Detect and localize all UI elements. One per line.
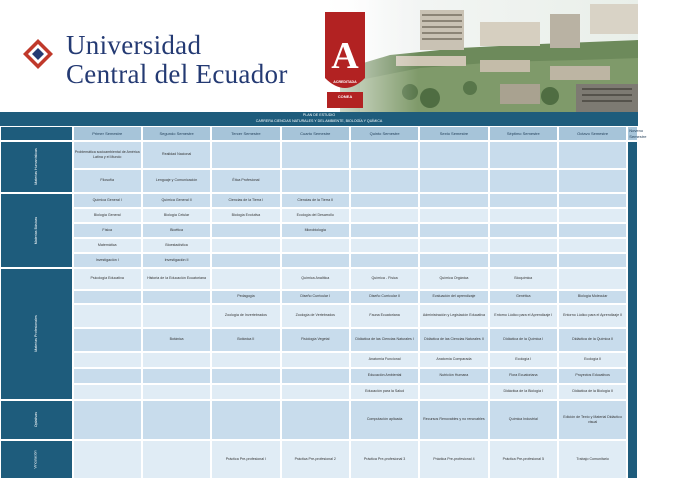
course-cell: Química Industrial	[489, 400, 558, 440]
course-cell	[350, 223, 419, 238]
course-cell: Práctica Pre-profesional I	[211, 440, 280, 479]
course-cell: Química Orgánica	[419, 268, 488, 290]
category-optativas	[0, 400, 73, 440]
category-label: Vinculación	[33, 450, 38, 469]
course-cell: Química General I	[73, 193, 142, 208]
course-cell	[558, 169, 627, 193]
course-cell: Práctica Pre-profesional 3	[350, 440, 419, 479]
course-cell	[558, 253, 627, 268]
course-cell: Química Analítica	[281, 268, 350, 290]
course-cell: Problemática socioambiental de América Latina y el Mundo	[73, 141, 142, 169]
course-cell	[73, 368, 142, 384]
course-cell	[350, 169, 419, 193]
course-cell: Didáctica de la Química II	[558, 328, 627, 352]
course-cell: Educación para la Salud	[350, 384, 419, 400]
course-cell	[489, 238, 558, 253]
course-cell	[142, 368, 211, 384]
plan-title: PLAN DE ESTUDIO	[302, 113, 336, 117]
course-row	[0, 290, 638, 304]
grade-project-label: Pre proyecto Trabajo de Grado	[650, 285, 655, 335]
course-cell	[558, 141, 627, 169]
semester-header-5: Quinto Semestre	[350, 126, 419, 141]
course-row	[0, 208, 638, 223]
course-cell	[73, 352, 142, 368]
course-cell: Didáctica de la Biología I	[489, 384, 558, 400]
course-cell: Psicología Educativa	[73, 268, 142, 290]
course-cell	[73, 384, 142, 400]
course-cell	[350, 253, 419, 268]
semester-header-row	[0, 126, 638, 141]
grade-project-column	[627, 141, 655, 479]
university-name-line2: Central del Ecuador	[66, 59, 288, 89]
course-cell	[419, 253, 488, 268]
course-row	[0, 440, 638, 479]
course-cell	[489, 223, 558, 238]
course-row	[0, 328, 638, 352]
course-cell: Trabajo Comunitario	[558, 440, 627, 479]
course-row	[0, 384, 638, 400]
course-cell: Realidad Nacional	[142, 141, 211, 169]
course-cell: Ciencias de la Tierra II	[281, 193, 350, 208]
course-cell: Genética	[489, 290, 558, 304]
course-cell: Matemática	[73, 238, 142, 253]
course-cell: Investigación II	[142, 253, 211, 268]
course-cell	[419, 384, 488, 400]
semester-header-9: Noveno Semestre	[627, 126, 638, 141]
course-cell	[73, 328, 142, 352]
course-cell	[73, 304, 142, 328]
course-cell	[558, 268, 627, 290]
course-cell: Biología General	[73, 208, 142, 223]
course-cell: Historia de la Educación Ecuatoriana	[142, 268, 211, 290]
course-cell: Administración y Legislación Educativa	[419, 304, 488, 328]
course-cell: Ecología del Desarrollo	[281, 208, 350, 223]
course-cell	[211, 268, 280, 290]
course-cell: Didáctica de las Ciencias Naturales II	[419, 328, 488, 352]
course-cell	[73, 400, 142, 440]
course-row	[0, 169, 638, 193]
course-cell: Química General II	[142, 193, 211, 208]
category-profesionales	[0, 268, 73, 400]
semester-header-7: Séptimo Semestre	[489, 126, 558, 141]
category-basicas	[0, 193, 73, 268]
course-cell	[281, 238, 350, 253]
course-cell: Anatomía Funcional	[350, 352, 419, 368]
course-cell: Pedagogía	[211, 290, 280, 304]
course-cell: Bioquímica	[489, 268, 558, 290]
career-title: CARRERA CIENCIAS NATURALES Y DEL AMBIENTE, BIOLOGÍA Y QUÍMICA	[255, 119, 383, 123]
course-cell	[558, 223, 627, 238]
course-cell	[281, 368, 350, 384]
seal-accredited-label: ACREDITADA	[333, 80, 357, 84]
course-cell	[350, 193, 419, 208]
course-cell	[142, 400, 211, 440]
category-vinculacion	[0, 440, 73, 479]
course-cell: Ecología I	[489, 352, 558, 368]
usfq-diamond-icon	[22, 38, 54, 70]
course-cell	[211, 384, 280, 400]
semester-header-2: Segundo Semestre	[142, 126, 211, 141]
seal-category-label: CATEGORÍA	[333, 8, 357, 13]
semester-header-1: Primer Semestre	[73, 126, 142, 141]
grid-corner	[0, 126, 73, 141]
course-cell: Recursos Renovables y no renovables	[419, 400, 488, 440]
course-row	[0, 368, 638, 384]
course-cell: Didáctica de la Química I	[489, 328, 558, 352]
course-cell: Didáctica de las Ciencias Naturales I	[350, 328, 419, 352]
course-cell	[142, 304, 211, 328]
course-cell	[142, 290, 211, 304]
category-label: Materias Humanísticas	[33, 148, 38, 186]
course-cell	[211, 368, 280, 384]
course-cell	[419, 141, 488, 169]
course-cell: Edición de Texto y Material Didáctico visual	[558, 400, 627, 440]
course-cell: Flora Ecuatoriana	[489, 368, 558, 384]
course-cell	[558, 193, 627, 208]
course-cell	[281, 253, 350, 268]
course-cell: Biología Evolutiva	[211, 208, 280, 223]
course-cell	[558, 238, 627, 253]
course-cell	[489, 141, 558, 169]
course-cell: Proyectos Educativos	[558, 368, 627, 384]
course-cell: Botánica II	[211, 328, 280, 352]
course-cell	[281, 169, 350, 193]
university-name-line1: Universidad	[66, 30, 202, 60]
course-row	[0, 268, 638, 290]
course-cell: Ciencias de la Tierra I	[211, 193, 280, 208]
course-cell	[350, 141, 419, 169]
category-label: Materias Básicas	[33, 216, 38, 245]
course-row	[0, 141, 638, 169]
course-cell: Física	[73, 223, 142, 238]
course-cell: Entorno Lúdico para el Aprendizaje I	[489, 304, 558, 328]
course-cell: Computación aplicada	[350, 400, 419, 440]
course-cell	[211, 253, 280, 268]
course-cell: Práctica Pre-profesional 2	[281, 440, 350, 479]
course-cell: Ecología II	[558, 352, 627, 368]
course-cell	[489, 208, 558, 223]
course-cell: Biología Molecular	[558, 290, 627, 304]
course-cell: Nutrición Humana	[419, 368, 488, 384]
course-cell	[489, 169, 558, 193]
course-cell: Bioestadística	[142, 238, 211, 253]
curriculum-grid	[0, 126, 655, 479]
course-cell	[350, 208, 419, 223]
course-cell	[211, 141, 280, 169]
course-cell	[419, 193, 488, 208]
category-label: Optativas	[33, 412, 38, 428]
course-cell	[281, 352, 350, 368]
study-plan-title-bar	[0, 112, 638, 126]
course-cell	[558, 208, 627, 223]
course-cell	[211, 352, 280, 368]
course-row	[0, 352, 638, 368]
course-row	[0, 223, 638, 238]
course-cell: Química - Física	[350, 268, 419, 290]
course-row	[0, 400, 638, 440]
course-cell: Práctica Pre-profesional 5	[489, 440, 558, 479]
category-humanisticas	[0, 141, 73, 193]
course-cell: Evaluación del aprendizaje	[419, 290, 488, 304]
course-cell: Práctica Pre-profesional 4	[419, 440, 488, 479]
course-cell	[73, 440, 142, 479]
course-cell: Zoología de Vertebrados	[281, 304, 350, 328]
course-cell: Fauna Ecuatoriana	[350, 304, 419, 328]
course-cell	[419, 169, 488, 193]
semester-header-3: Tercer Semestre	[211, 126, 280, 141]
course-cell	[142, 440, 211, 479]
course-cell: Filosofía	[73, 169, 142, 193]
course-cell	[142, 384, 211, 400]
course-cell: Biología Celular	[142, 208, 211, 223]
course-cell: Didáctica de la Biología II	[558, 384, 627, 400]
seal-conea-label: CONEA	[337, 94, 353, 99]
course-row	[0, 193, 638, 208]
course-cell: Lenguaje y Comunicación	[142, 169, 211, 193]
course-cell	[489, 193, 558, 208]
course-row	[0, 238, 638, 253]
course-cell	[281, 400, 350, 440]
course-cell	[419, 238, 488, 253]
svg-text:A: A	[331, 35, 359, 77]
course-cell	[489, 253, 558, 268]
course-cell: Diseño Curricular I	[281, 290, 350, 304]
course-cell: Zoología de Invertebrados	[211, 304, 280, 328]
course-cell	[419, 208, 488, 223]
category-label: Materias Profesionales	[33, 315, 38, 353]
course-cell	[211, 400, 280, 440]
course-cell: Investigación I	[73, 253, 142, 268]
semester-header-8: Octavo Semestre	[558, 126, 627, 141]
course-cell: Fisiología Vegetal	[281, 328, 350, 352]
course-cell: Bioética	[142, 223, 211, 238]
course-cell	[142, 352, 211, 368]
header-banner	[0, 0, 638, 112]
course-cell	[211, 238, 280, 253]
course-row	[0, 304, 638, 328]
course-cell: Anatomía Comparada	[419, 352, 488, 368]
course-cell: Entorno Lúdico para el Aprendizaje II	[558, 304, 627, 328]
course-cell	[73, 290, 142, 304]
semester-header-4: Cuarto Semestre	[281, 126, 350, 141]
course-cell: Ética Profesional	[211, 169, 280, 193]
semester-header-6: Sexto Semestre	[419, 126, 488, 141]
course-cell	[281, 384, 350, 400]
course-cell: Educación Ambiental	[350, 368, 419, 384]
course-row	[0, 253, 638, 268]
course-cell	[419, 223, 488, 238]
course-cell	[281, 141, 350, 169]
course-cell: Diseño Curricular II	[350, 290, 419, 304]
course-cell: Microbiología	[281, 223, 350, 238]
course-cell: Botánica	[142, 328, 211, 352]
course-cell	[211, 223, 280, 238]
course-cell	[350, 238, 419, 253]
